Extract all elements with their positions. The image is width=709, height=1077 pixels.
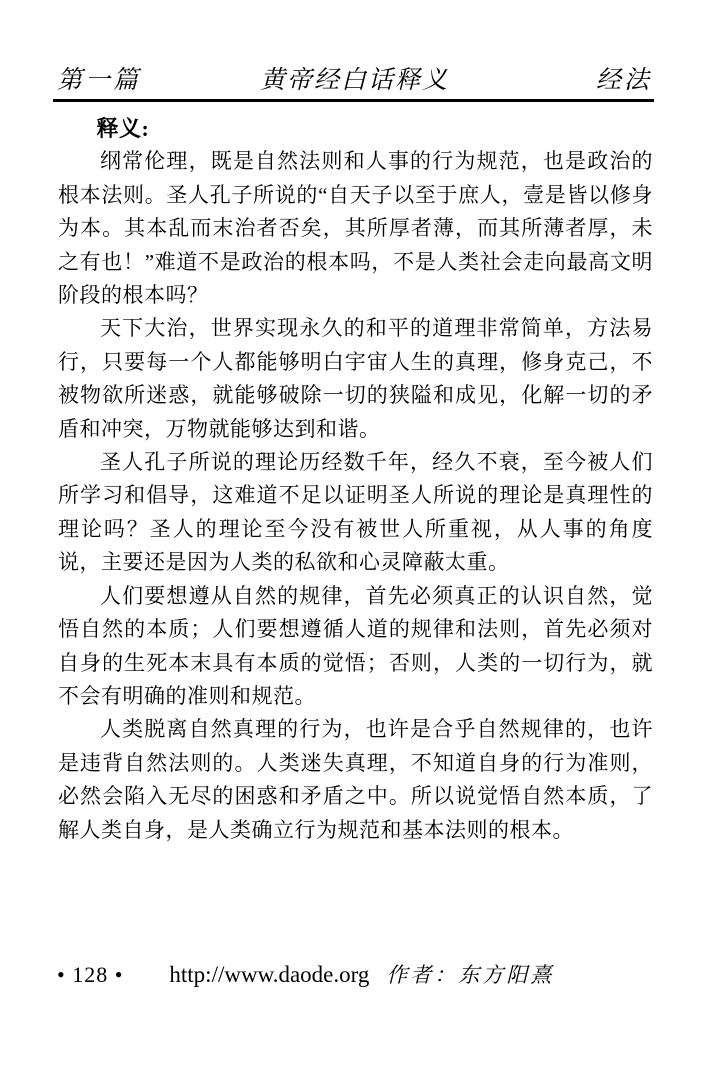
body-paragraph: 人类脱离自然真理的行为，也许是合乎自然规律的，也许是违背自然法则的。人类迷失真理，不知道自身的行为准则，必然会陷入无尽的困惑和矛盾之中。所以说觉悟自然本质，了解人类自身，是人类确立行为规范和基本法则的根本。	[58, 717, 653, 842]
page-number: • 128 •	[57, 962, 124, 987]
header-book-title: 黄帝经白话释义	[259, 67, 450, 94]
body-paragraph: 圣人孔子所说的理论历经数千年，经久不衰，至今被人们所学习和倡导，这难道不足以证明圣人所说的理论是真理性的理论吗？圣人的理论至今没有被世人所重视，从人事的角度说，主要还是因为人类的私欲和心灵障蔽太重。	[58, 450, 653, 575]
header-rule-divider	[53, 99, 654, 102]
header-chapter-label: 经法	[595, 67, 652, 94]
body-heading: 释义:	[96, 116, 150, 141]
site-url-link[interactable]: http://www.daode.org	[169, 962, 370, 987]
page-body	[58, 112, 653, 847]
page-footer	[57, 959, 652, 989]
body-paragraph: 天下大治，世界实现永久的和平的道理非常简单，方法易行，只要每一个人都能够明白宇宙人生的真理，修身克己，不被物欲所迷惑，就能够破除一切的狭隘和成见，化解一切的矛盾和冲突，万物就能够达到和谐。	[58, 316, 653, 441]
author-label: 作者：东方阳熹	[386, 963, 555, 987]
header-section-label: 第一篇	[57, 67, 142, 94]
body-paragraph: 纲常伦理，既是自然法则和人事的行为规范，也是政治的根本法则。圣人孔子所说的“自天子以至于庶人，壹是皆以修身为本。其本乱而末治者否矣，其所厚者薄，而其所薄者厚，未之有也！”难道不是政治的根本吗，不是人类社会走向最高文明阶段的根本吗？	[58, 149, 653, 308]
page-header	[57, 60, 652, 96]
body-paragraph: 人们要想遵从自然的规律，首先必须真正的认识自然，觉悟自然的本质；人们要想遵循人道的规律和法则，首先必须对自身的生死本末具有本质的觉悟；否则，人类的一切行为，就不会有明确的准则和规范。	[58, 583, 653, 708]
